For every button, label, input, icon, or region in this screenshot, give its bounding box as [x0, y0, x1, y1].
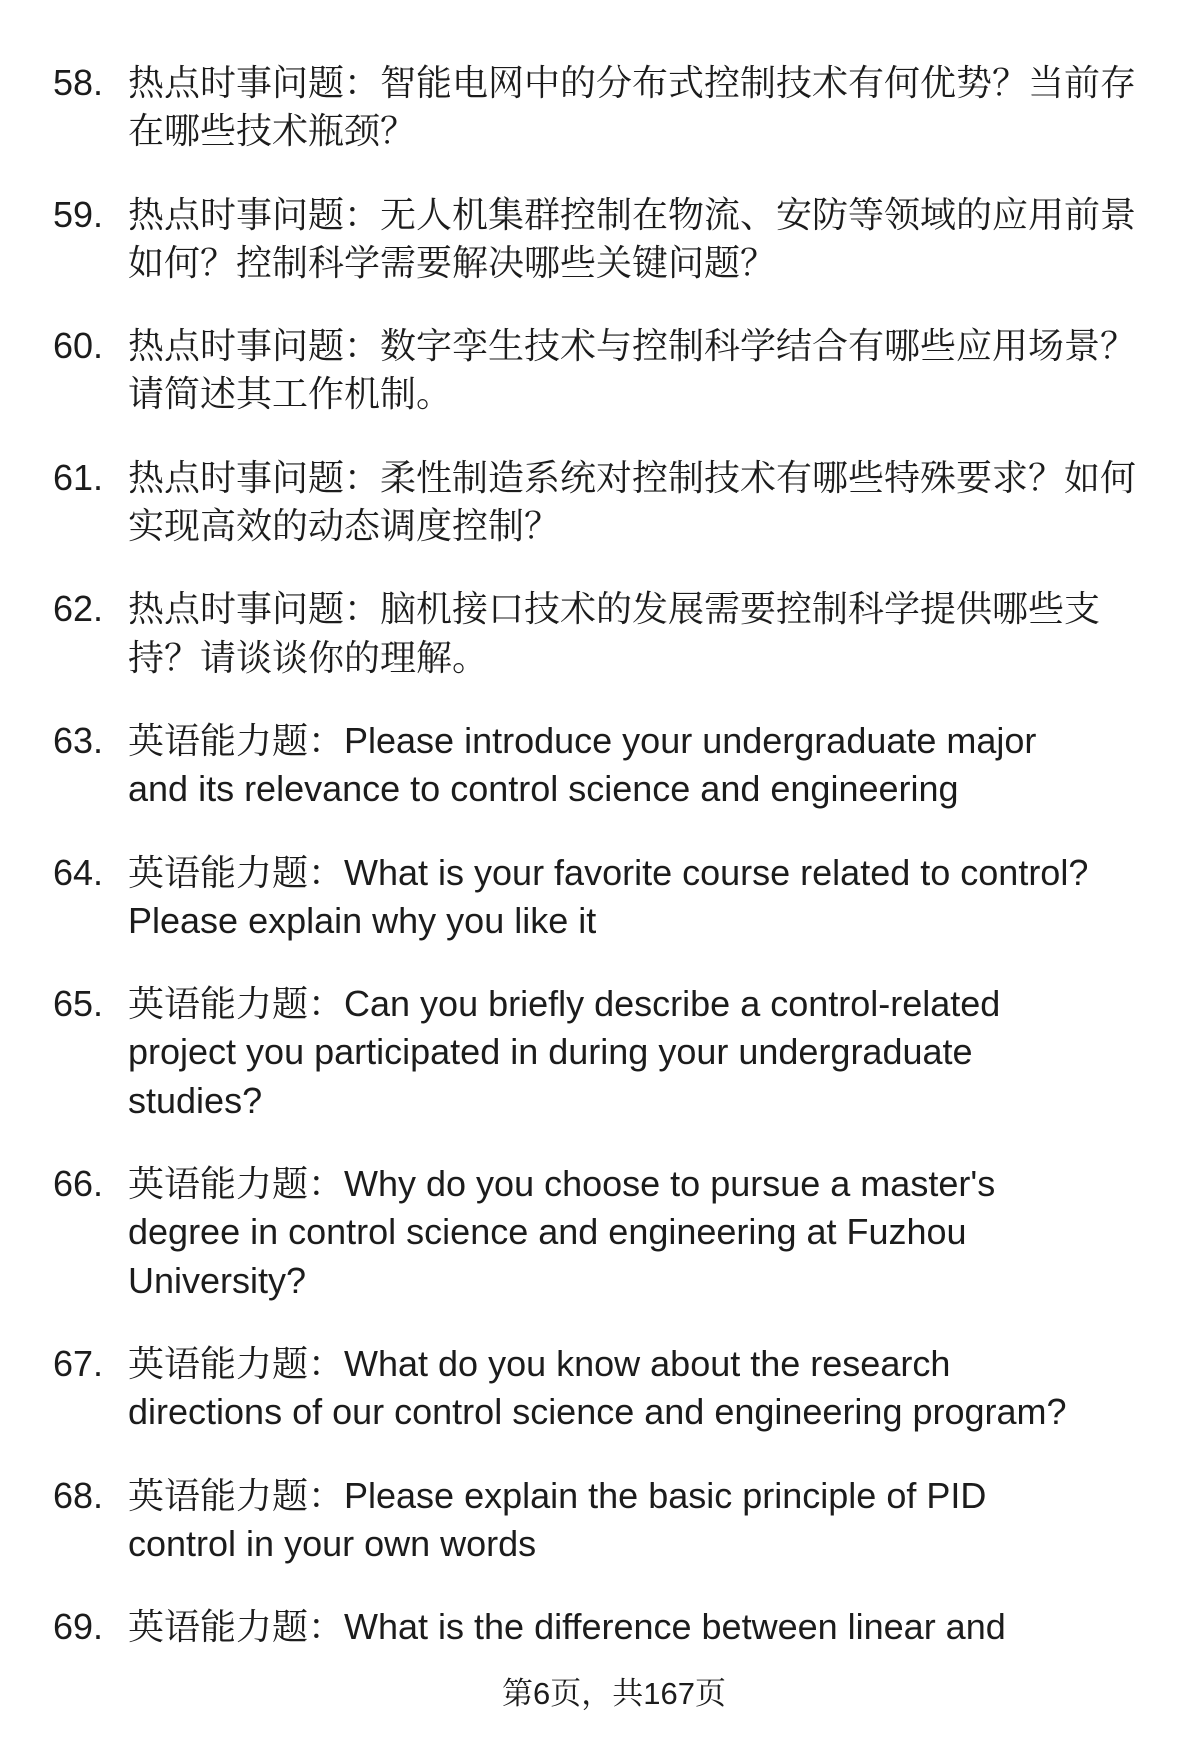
question-text-line: Please explain why you like it: [128, 899, 597, 941]
question-item: [0, 585, 1200, 682]
question-item: [0, 1160, 1200, 1305]
question-text: [128, 59, 1188, 156]
question-number: 66.: [53, 1163, 104, 1205]
question-item: [0, 1472, 1200, 1569]
question-item: [0, 1603, 1200, 1651]
page-number-footer: 第6页，共167页: [502, 1676, 726, 1711]
question-item: [0, 322, 1200, 419]
question-text-line: control in your own words: [128, 1522, 537, 1564]
question-item: [0, 980, 1200, 1125]
question-text-line: 持？请谈谈你的理解。: [128, 636, 489, 678]
question-text: [128, 585, 1188, 682]
question-list: [0, 59, 1200, 1686]
question-text-line: directions of our control science and engineering program?: [128, 1391, 1067, 1433]
question-text-line: 英语能力题：What is the difference between linear and: [128, 1606, 1006, 1648]
question-text-line: 英语能力题：What is your favorite course related to control?: [128, 851, 1089, 893]
question-text-line: University?: [128, 1259, 307, 1301]
question-number: 61.: [53, 456, 104, 498]
question-number: 59.: [53, 193, 104, 235]
question-text-line: 英语能力题：Please explain the basic principle of PID: [128, 1474, 987, 1516]
question-number: 62.: [53, 588, 104, 630]
question-item: [0, 849, 1200, 946]
question-text-line: 热点时事问题：柔性制造系统对控制技术有哪些特殊要求？如何: [128, 456, 1137, 498]
question-text-line: 如何？控制科学需要解决哪些关键问题？: [128, 241, 777, 283]
question-text-line: 在哪些技术瓶颈？: [128, 110, 417, 152]
question-text-line: project you participated in during your undergraduate: [128, 1031, 973, 1073]
question-text-line: 热点时事问题：智能电网中的分布式控制技术有何优势？当前存: [128, 62, 1137, 103]
question-text-line: 英语能力题：Please introduce your undergraduate major: [128, 719, 1037, 761]
question-text: [128, 1603, 1188, 1651]
question-text-line: and its relevance to control science and engineering: [128, 768, 959, 810]
question-text: [128, 322, 1188, 419]
question-text-line: 热点时事问题：脑机接口技术的发展需要控制科学提供哪些支: [128, 588, 1101, 630]
question-text-line: 热点时事问题：数字孪生技术与控制科学结合有哪些应用场景？: [128, 325, 1137, 367]
question-number: 68.: [53, 1474, 104, 1516]
question-item: [0, 454, 1200, 551]
question-item: [0, 191, 1200, 288]
question-text-line: 英语能力题：Why do you choose to pursue a master's: [128, 1163, 996, 1205]
question-text-line: 英语能力题：Can you briefly describe a control-related: [128, 983, 1001, 1025]
question-text-line: studies?: [128, 1079, 263, 1121]
question-item: [0, 1340, 1200, 1437]
question-number: 64.: [53, 851, 104, 893]
question-text: [128, 1472, 1188, 1569]
question-item: [0, 717, 1200, 814]
question-number: 60.: [53, 325, 104, 367]
question-text: [128, 454, 1188, 551]
question-number: 69.: [53, 1606, 104, 1648]
question-text: [128, 980, 1188, 1125]
question-text: [128, 191, 1188, 288]
question-text-line: degree in control science and engineering at Fuzhou: [128, 1211, 967, 1253]
question-number: 67.: [53, 1342, 104, 1384]
question-number: 63.: [53, 719, 104, 761]
question-item: [0, 59, 1200, 156]
question-text-line: 英语能力题：What do you know about the research: [128, 1342, 951, 1384]
question-text-line: 请简述其工作机制。: [128, 373, 453, 415]
question-text: [128, 1160, 1188, 1305]
question-number: 58.: [53, 62, 104, 103]
question-text-line: 实现高效的动态调度控制？: [128, 505, 561, 547]
question-text-line: 热点时事问题：无人机集群控制在物流、安防等领域的应用前景: [128, 193, 1137, 235]
question-text: [128, 1340, 1188, 1437]
question-number: 65.: [53, 983, 104, 1025]
question-text: [128, 849, 1188, 946]
question-text: [128, 717, 1188, 814]
